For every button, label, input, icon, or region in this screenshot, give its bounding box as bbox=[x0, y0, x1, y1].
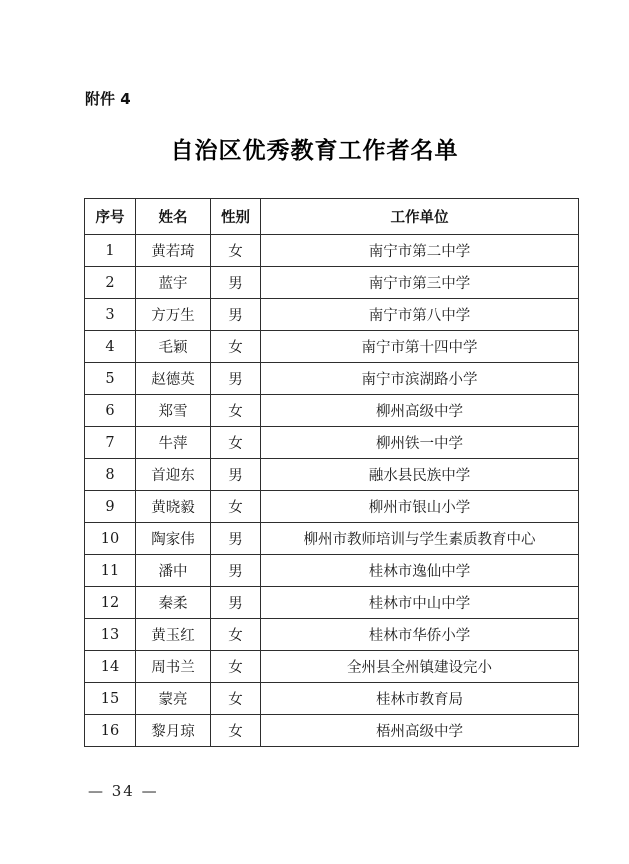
cell-unit: 柳州高级中学 bbox=[261, 395, 579, 427]
cell-name: 黄玉红 bbox=[136, 619, 211, 651]
cell-name: 蓝宇 bbox=[136, 267, 211, 299]
col-header-name: 姓名 bbox=[136, 199, 211, 235]
cell-unit: 桂林市华侨小学 bbox=[261, 619, 579, 651]
cell-name: 秦柔 bbox=[136, 587, 211, 619]
cell-unit: 柳州市教师培训与学生素质教育中心 bbox=[261, 523, 579, 555]
cell-no: 14 bbox=[85, 651, 136, 683]
cell-name: 黄晓毅 bbox=[136, 491, 211, 523]
table-row bbox=[85, 523, 579, 555]
cell-unit: 融水县民族中学 bbox=[261, 459, 579, 491]
cell-name: 陶家伟 bbox=[136, 523, 211, 555]
cell-gender: 男 bbox=[211, 459, 261, 491]
table-row bbox=[85, 395, 579, 427]
cell-gender: 男 bbox=[211, 267, 261, 299]
cell-no: 5 bbox=[85, 363, 136, 395]
table-row bbox=[85, 427, 579, 459]
cell-no: 15 bbox=[85, 683, 136, 715]
page-number: — 34 — bbox=[88, 782, 159, 800]
table-header-row bbox=[85, 199, 579, 235]
table-row bbox=[85, 651, 579, 683]
cell-name: 潘中 bbox=[136, 555, 211, 587]
table-row bbox=[85, 715, 579, 747]
cell-name: 郑雪 bbox=[136, 395, 211, 427]
table-body bbox=[85, 235, 579, 747]
cell-unit: 桂林市教育局 bbox=[261, 683, 579, 715]
cell-no: 16 bbox=[85, 715, 136, 747]
cell-gender: 女 bbox=[211, 651, 261, 683]
cell-no: 13 bbox=[85, 619, 136, 651]
col-header-no: 序号 bbox=[85, 199, 136, 235]
cell-no: 2 bbox=[85, 267, 136, 299]
table-row bbox=[85, 267, 579, 299]
cell-unit: 全州县全州镇建设完小 bbox=[261, 651, 579, 683]
cell-unit: 桂林市逸仙中学 bbox=[261, 555, 579, 587]
cell-unit: 柳州市银山小学 bbox=[261, 491, 579, 523]
cell-no: 7 bbox=[85, 427, 136, 459]
cell-gender: 男 bbox=[211, 587, 261, 619]
table-row bbox=[85, 587, 579, 619]
cell-unit: 南宁市滨湖路小学 bbox=[261, 363, 579, 395]
table-row bbox=[85, 491, 579, 523]
cell-gender: 男 bbox=[211, 523, 261, 555]
table-row bbox=[85, 363, 579, 395]
cell-no: 4 bbox=[85, 331, 136, 363]
cell-unit: 梧州高级中学 bbox=[261, 715, 579, 747]
cell-unit: 南宁市第二中学 bbox=[261, 235, 579, 267]
attachment-label: 附件 4 bbox=[85, 90, 131, 108]
cell-gender: 女 bbox=[211, 491, 261, 523]
cell-gender: 女 bbox=[211, 235, 261, 267]
cell-name: 毛颖 bbox=[136, 331, 211, 363]
cell-gender: 女 bbox=[211, 619, 261, 651]
cell-no: 6 bbox=[85, 395, 136, 427]
cell-unit: 桂林市中山中学 bbox=[261, 587, 579, 619]
cell-gender: 男 bbox=[211, 555, 261, 587]
cell-gender: 女 bbox=[211, 683, 261, 715]
cell-gender: 女 bbox=[211, 715, 261, 747]
cell-name: 黎月琼 bbox=[136, 715, 211, 747]
table-row bbox=[85, 555, 579, 587]
cell-no: 8 bbox=[85, 459, 136, 491]
cell-no: 1 bbox=[85, 235, 136, 267]
col-header-unit: 工作单位 bbox=[261, 199, 579, 235]
cell-name: 蒙亮 bbox=[136, 683, 211, 715]
cell-unit: 南宁市第八中学 bbox=[261, 299, 579, 331]
table-row bbox=[85, 331, 579, 363]
cell-name: 周书兰 bbox=[136, 651, 211, 683]
cell-no: 10 bbox=[85, 523, 136, 555]
cell-gender: 男 bbox=[211, 363, 261, 395]
cell-name: 黄若琦 bbox=[136, 235, 211, 267]
page-title: 自治区优秀教育工作者名单 bbox=[170, 137, 459, 164]
cell-gender: 女 bbox=[211, 395, 261, 427]
cell-unit: 南宁市第十四中学 bbox=[261, 331, 579, 363]
table-row bbox=[85, 235, 579, 267]
cell-no: 9 bbox=[85, 491, 136, 523]
cell-no: 12 bbox=[85, 587, 136, 619]
cell-gender: 女 bbox=[211, 331, 261, 363]
cell-gender: 女 bbox=[211, 427, 261, 459]
cell-name: 赵德英 bbox=[136, 363, 211, 395]
table-row bbox=[85, 299, 579, 331]
table-row bbox=[85, 459, 579, 491]
cell-name: 牛萍 bbox=[136, 427, 211, 459]
cell-no: 3 bbox=[85, 299, 136, 331]
table-row bbox=[85, 683, 579, 715]
awardees-table bbox=[84, 198, 579, 747]
cell-unit: 南宁市第三中学 bbox=[261, 267, 579, 299]
cell-unit: 柳州铁一中学 bbox=[261, 427, 579, 459]
cell-name: 方万生 bbox=[136, 299, 211, 331]
cell-name: 首迎东 bbox=[136, 459, 211, 491]
cell-no: 11 bbox=[85, 555, 136, 587]
table-row bbox=[85, 619, 579, 651]
col-header-gender: 性别 bbox=[211, 199, 261, 235]
cell-gender: 男 bbox=[211, 299, 261, 331]
